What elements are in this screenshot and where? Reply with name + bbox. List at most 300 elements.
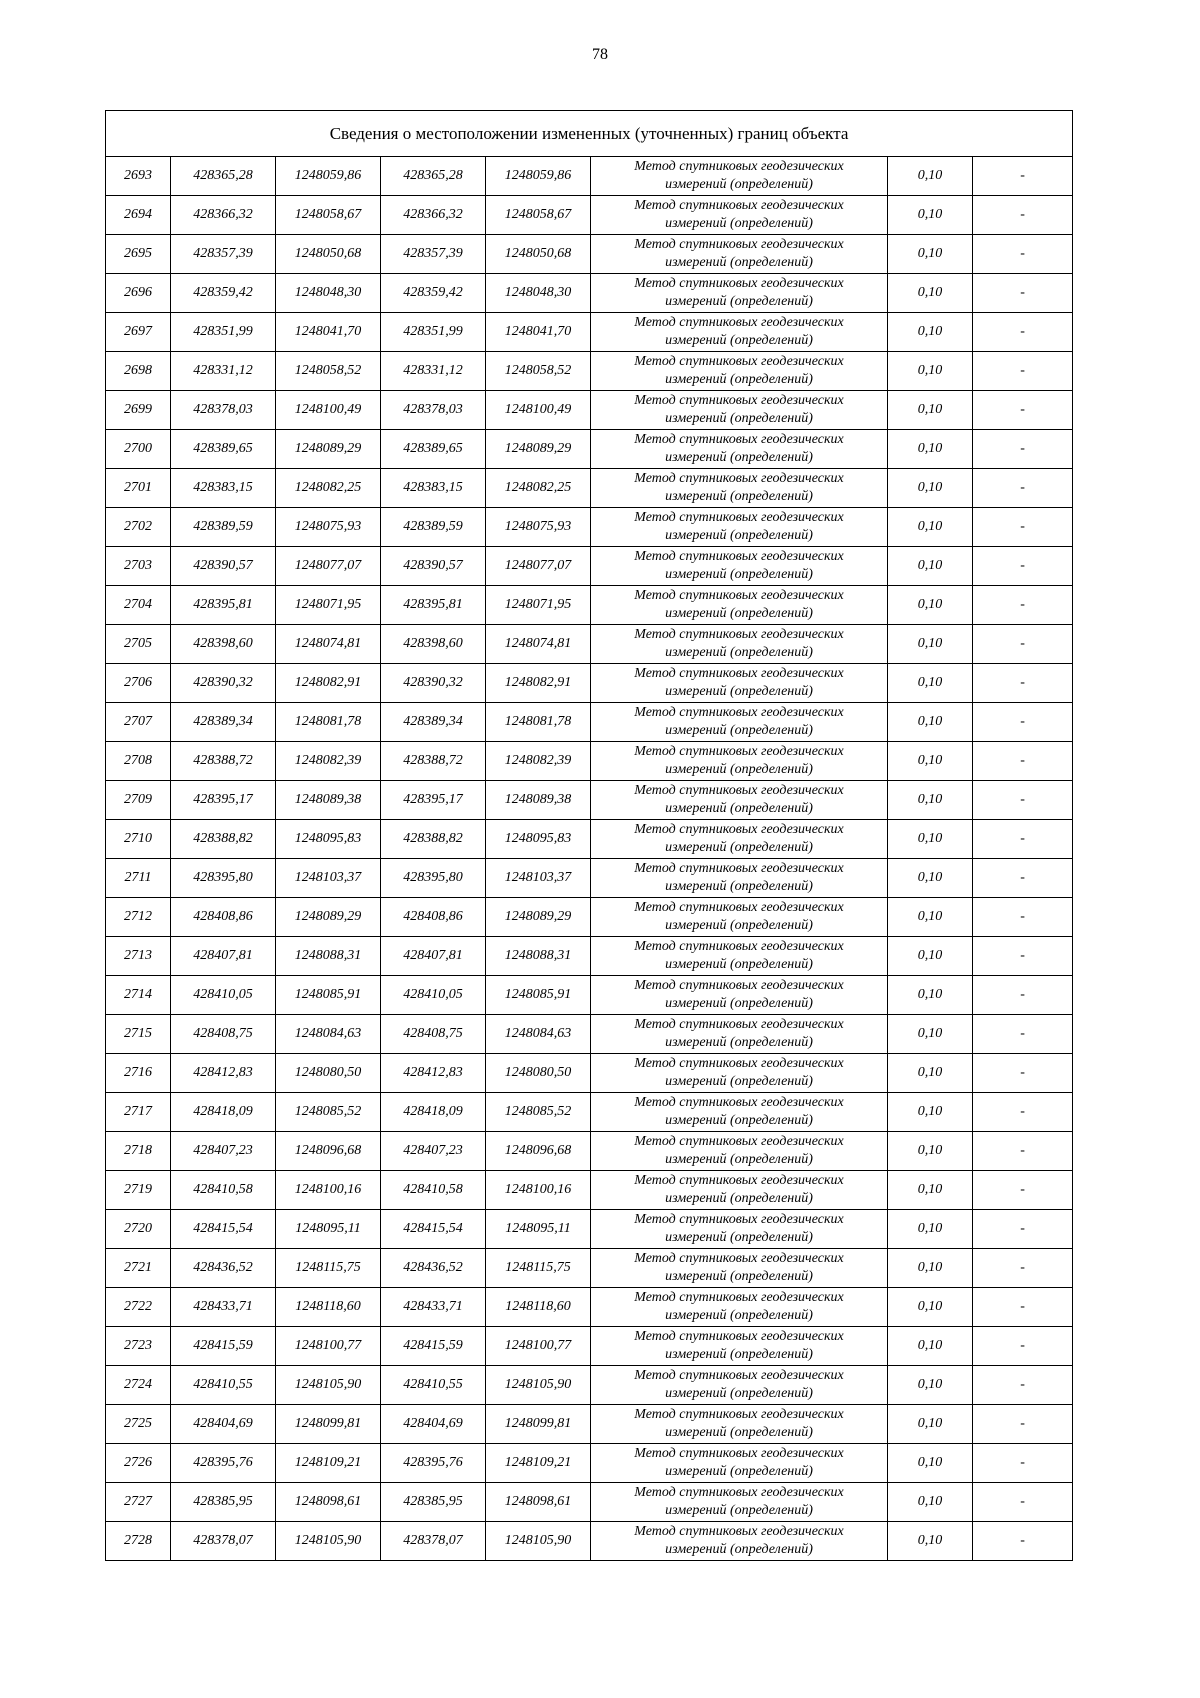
y-existing-cell: 1248100,49 (276, 391, 381, 430)
y-new-cell: 1248050,68 (486, 235, 591, 274)
y-new-cell: 1248081,78 (486, 703, 591, 742)
x-new-cell: 428415,59 (381, 1327, 486, 1366)
accuracy-cell: 0,10 (888, 313, 973, 352)
method-line-2: измерений (определений) (665, 1503, 813, 1518)
y-existing-cell: 1248074,81 (276, 625, 381, 664)
y-new-cell: 1248095,83 (486, 820, 591, 859)
description-cell: - (973, 391, 1073, 430)
y-existing-cell: 1248080,50 (276, 1054, 381, 1093)
point-number-cell: 2728 (106, 1522, 171, 1561)
method-cell (591, 508, 888, 547)
method-line-2: измерений (определений) (665, 684, 813, 699)
description-cell: - (973, 1366, 1073, 1405)
method-cell (591, 391, 888, 430)
x-new-cell: 428433,71 (381, 1288, 486, 1327)
x-new-cell: 428412,83 (381, 1054, 486, 1093)
x-new-cell: 428390,32 (381, 664, 486, 703)
x-existing-cell: 428418,09 (171, 1093, 276, 1132)
method-cell (591, 352, 888, 391)
y-new-cell: 1248103,37 (486, 859, 591, 898)
method-cell (591, 625, 888, 664)
method-line-2: измерений (определений) (665, 1386, 813, 1401)
method-line-1: Метод спутниковых геодезических (634, 939, 844, 954)
y-new-cell: 1248082,39 (486, 742, 591, 781)
point-number-cell: 2705 (106, 625, 171, 664)
point-number-cell: 2716 (106, 1054, 171, 1093)
x-existing-cell: 428357,39 (171, 235, 276, 274)
y-existing-cell: 1248109,21 (276, 1444, 381, 1483)
x-new-cell: 428410,55 (381, 1366, 486, 1405)
description-cell: - (973, 1015, 1073, 1054)
description-cell: - (973, 1288, 1073, 1327)
point-number-cell: 2693 (106, 157, 171, 196)
x-new-cell: 428410,05 (381, 976, 486, 1015)
method-line-2: измерений (определений) (665, 1542, 813, 1557)
table-row (106, 1522, 1073, 1561)
method-cell (591, 469, 888, 508)
method-line-2: измерений (определений) (665, 879, 813, 894)
x-existing-cell: 428389,59 (171, 508, 276, 547)
y-existing-cell: 1248100,77 (276, 1327, 381, 1366)
description-cell: - (973, 859, 1073, 898)
method-cell (591, 1483, 888, 1522)
x-new-cell: 428395,81 (381, 586, 486, 625)
point-number-cell: 2719 (106, 1171, 171, 1210)
method-line-2: измерений (определений) (665, 957, 813, 972)
method-line-1: Метод спутниковых геодезических (634, 549, 844, 564)
method-cell (591, 235, 888, 274)
method-line-2: измерений (определений) (665, 333, 813, 348)
method-line-1: Метод спутниковых геодезических (634, 471, 844, 486)
method-cell (591, 1054, 888, 1093)
point-number-cell: 2720 (106, 1210, 171, 1249)
point-number-cell: 2713 (106, 937, 171, 976)
x-new-cell: 428389,59 (381, 508, 486, 547)
accuracy-cell: 0,10 (888, 781, 973, 820)
y-new-cell: 1248071,95 (486, 586, 591, 625)
x-new-cell: 428378,03 (381, 391, 486, 430)
x-new-cell: 428410,58 (381, 1171, 486, 1210)
x-existing-cell: 428404,69 (171, 1405, 276, 1444)
method-line-2: измерений (определений) (665, 645, 813, 660)
method-cell (591, 586, 888, 625)
accuracy-cell: 0,10 (888, 742, 973, 781)
point-number-cell: 2702 (106, 508, 171, 547)
method-line-1: Метод спутниковых геодезических (634, 1329, 844, 1344)
y-new-cell: 1248118,60 (486, 1288, 591, 1327)
table-row (106, 976, 1073, 1015)
y-existing-cell: 1248082,25 (276, 469, 381, 508)
method-line-1: Метод спутниковых геодезических (634, 159, 844, 174)
x-existing-cell: 428385,95 (171, 1483, 276, 1522)
table-row (106, 391, 1073, 430)
method-cell (591, 1327, 888, 1366)
description-cell: - (973, 742, 1073, 781)
y-existing-cell: 1248071,95 (276, 586, 381, 625)
point-number-cell: 2717 (106, 1093, 171, 1132)
accuracy-cell: 0,10 (888, 547, 973, 586)
x-existing-cell: 428390,57 (171, 547, 276, 586)
point-number-cell: 2712 (106, 898, 171, 937)
point-number-cell: 2715 (106, 1015, 171, 1054)
point-number-cell: 2721 (106, 1249, 171, 1288)
method-line-2: измерений (определений) (665, 1308, 813, 1323)
table-row (106, 274, 1073, 313)
table-row (106, 547, 1073, 586)
y-new-cell: 1248089,38 (486, 781, 591, 820)
method-line-1: Метод спутниковых геодезических (634, 1524, 844, 1539)
x-existing-cell: 428389,34 (171, 703, 276, 742)
point-number-cell: 2703 (106, 547, 171, 586)
x-new-cell: 428388,82 (381, 820, 486, 859)
x-new-cell: 428398,60 (381, 625, 486, 664)
y-new-cell: 1248096,68 (486, 1132, 591, 1171)
y-new-cell: 1248084,63 (486, 1015, 591, 1054)
x-new-cell: 428385,95 (381, 1483, 486, 1522)
method-line-2: измерений (определений) (665, 216, 813, 231)
point-number-cell: 2711 (106, 859, 171, 898)
accuracy-cell: 0,10 (888, 469, 973, 508)
y-new-cell: 1248100,77 (486, 1327, 591, 1366)
method-cell (591, 547, 888, 586)
table-row (106, 781, 1073, 820)
point-number-cell: 2698 (106, 352, 171, 391)
accuracy-cell: 0,10 (888, 1015, 973, 1054)
point-number-cell: 2725 (106, 1405, 171, 1444)
y-new-cell: 1248059,86 (486, 157, 591, 196)
x-new-cell: 428418,09 (381, 1093, 486, 1132)
table-row (106, 1054, 1073, 1093)
x-new-cell: 428408,86 (381, 898, 486, 937)
description-cell: - (973, 1483, 1073, 1522)
method-cell (591, 1171, 888, 1210)
method-cell (591, 1405, 888, 1444)
method-cell (591, 976, 888, 1015)
point-number-cell: 2714 (106, 976, 171, 1015)
table-row (106, 1132, 1073, 1171)
point-number-cell: 2709 (106, 781, 171, 820)
y-new-cell: 1248082,91 (486, 664, 591, 703)
table-row (106, 1288, 1073, 1327)
x-existing-cell: 428395,17 (171, 781, 276, 820)
method-line-2: измерений (определений) (665, 918, 813, 933)
table-row (106, 469, 1073, 508)
accuracy-cell: 0,10 (888, 859, 973, 898)
method-cell (591, 1288, 888, 1327)
table-row (106, 664, 1073, 703)
y-existing-cell: 1248085,52 (276, 1093, 381, 1132)
accuracy-cell: 0,10 (888, 1405, 973, 1444)
method-cell (591, 820, 888, 859)
method-line-2: измерений (определений) (665, 1464, 813, 1479)
x-existing-cell: 428395,76 (171, 1444, 276, 1483)
table-row (106, 352, 1073, 391)
y-existing-cell: 1248095,11 (276, 1210, 381, 1249)
description-cell: - (973, 235, 1073, 274)
method-cell (591, 1444, 888, 1483)
y-new-cell: 1248074,81 (486, 625, 591, 664)
x-new-cell: 428388,72 (381, 742, 486, 781)
y-new-cell: 1248058,52 (486, 352, 591, 391)
y-new-cell: 1248089,29 (486, 898, 591, 937)
method-line-2: измерений (определений) (665, 762, 813, 777)
description-cell: - (973, 1444, 1073, 1483)
x-existing-cell: 428331,12 (171, 352, 276, 391)
x-existing-cell: 428433,71 (171, 1288, 276, 1327)
method-line-1: Метод спутниковых геодезических (634, 978, 844, 993)
method-line-1: Метод спутниковых геодезических (634, 1212, 844, 1227)
table-row (106, 1249, 1073, 1288)
method-cell (591, 1132, 888, 1171)
page-number: 78 (592, 46, 608, 63)
x-new-cell: 428404,69 (381, 1405, 486, 1444)
x-new-cell: 428389,65 (381, 430, 486, 469)
method-line-2: измерений (определений) (665, 1074, 813, 1089)
description-cell: - (973, 664, 1073, 703)
description-cell: - (973, 1132, 1073, 1171)
accuracy-cell: 0,10 (888, 352, 973, 391)
y-new-cell: 1248100,16 (486, 1171, 591, 1210)
x-new-cell: 428389,34 (381, 703, 486, 742)
method-line-2: измерений (определений) (665, 1425, 813, 1440)
accuracy-cell: 0,10 (888, 1288, 973, 1327)
point-number-cell: 2699 (106, 391, 171, 430)
x-existing-cell: 428415,59 (171, 1327, 276, 1366)
y-existing-cell: 1248118,60 (276, 1288, 381, 1327)
table-row (106, 1444, 1073, 1483)
x-new-cell: 428408,75 (381, 1015, 486, 1054)
method-line-1: Метод спутниковых геодезических (634, 237, 844, 252)
point-number-cell: 2694 (106, 196, 171, 235)
y-existing-cell: 1248099,81 (276, 1405, 381, 1444)
y-new-cell: 1248105,90 (486, 1522, 591, 1561)
method-cell (591, 1093, 888, 1132)
accuracy-cell: 0,10 (888, 235, 973, 274)
y-existing-cell: 1248105,90 (276, 1522, 381, 1561)
x-existing-cell: 428351,99 (171, 313, 276, 352)
point-number-cell: 2697 (106, 313, 171, 352)
x-existing-cell: 428390,32 (171, 664, 276, 703)
method-cell (591, 196, 888, 235)
y-existing-cell: 1248082,91 (276, 664, 381, 703)
y-existing-cell: 1248075,93 (276, 508, 381, 547)
accuracy-cell: 0,10 (888, 1210, 973, 1249)
x-existing-cell: 428412,83 (171, 1054, 276, 1093)
accuracy-cell: 0,10 (888, 157, 973, 196)
x-new-cell: 428366,32 (381, 196, 486, 235)
method-cell (591, 781, 888, 820)
method-cell (591, 742, 888, 781)
x-new-cell: 428365,28 (381, 157, 486, 196)
method-line-1: Метод спутниковых геодезических (634, 588, 844, 603)
method-cell (591, 313, 888, 352)
method-line-1: Метод спутниковых геодезических (634, 354, 844, 369)
accuracy-cell: 0,10 (888, 196, 973, 235)
y-new-cell: 1248098,61 (486, 1483, 591, 1522)
y-existing-cell: 1248085,91 (276, 976, 381, 1015)
x-new-cell: 428359,42 (381, 274, 486, 313)
method-line-1: Метод спутниковых геодезических (634, 783, 844, 798)
y-new-cell: 1248075,93 (486, 508, 591, 547)
method-line-1: Метод спутниковых геодезических (634, 1368, 844, 1383)
description-cell: - (973, 1054, 1073, 1093)
description-cell: - (973, 1171, 1073, 1210)
method-line-1: Метод спутниковых геодезических (634, 861, 844, 876)
table-row (106, 196, 1073, 235)
method-line-2: измерений (определений) (665, 1035, 813, 1050)
description-cell: - (973, 1249, 1073, 1288)
y-existing-cell: 1248105,90 (276, 1366, 381, 1405)
accuracy-cell: 0,10 (888, 1444, 973, 1483)
description-cell: - (973, 586, 1073, 625)
method-line-2: измерений (определений) (665, 567, 813, 582)
y-new-cell: 1248080,50 (486, 1054, 591, 1093)
description-cell: - (973, 274, 1073, 313)
accuracy-cell: 0,10 (888, 1522, 973, 1561)
method-line-2: измерений (определений) (665, 1230, 813, 1245)
description-cell: - (973, 1210, 1073, 1249)
point-number-cell: 2700 (106, 430, 171, 469)
x-existing-cell: 428395,81 (171, 586, 276, 625)
x-existing-cell: 428359,42 (171, 274, 276, 313)
y-existing-cell: 1248081,78 (276, 703, 381, 742)
point-number-cell: 2724 (106, 1366, 171, 1405)
method-cell (591, 430, 888, 469)
accuracy-cell: 0,10 (888, 937, 973, 976)
method-cell (591, 703, 888, 742)
x-existing-cell: 428388,72 (171, 742, 276, 781)
table-row (106, 937, 1073, 976)
method-line-1: Метод спутниковых геодезических (634, 315, 844, 330)
table-row (106, 1093, 1073, 1132)
method-line-1: Метод спутниковых геодезических (634, 1095, 844, 1110)
y-new-cell: 1248041,70 (486, 313, 591, 352)
x-existing-cell: 428415,54 (171, 1210, 276, 1249)
x-new-cell: 428351,99 (381, 313, 486, 352)
x-existing-cell: 428389,65 (171, 430, 276, 469)
accuracy-cell: 0,10 (888, 274, 973, 313)
table-row (106, 430, 1073, 469)
x-existing-cell: 428395,80 (171, 859, 276, 898)
description-cell: - (973, 976, 1073, 1015)
x-new-cell: 428407,81 (381, 937, 486, 976)
x-new-cell: 428383,15 (381, 469, 486, 508)
x-existing-cell: 428410,05 (171, 976, 276, 1015)
point-number-cell: 2727 (106, 1483, 171, 1522)
description-cell: - (973, 781, 1073, 820)
y-new-cell: 1248109,21 (486, 1444, 591, 1483)
method-line-1: Метод спутниковых геодезических (634, 744, 844, 759)
method-line-1: Метод спутниковых геодезических (634, 627, 844, 642)
table-row (106, 1171, 1073, 1210)
description-cell: - (973, 469, 1073, 508)
point-number-cell: 2701 (106, 469, 171, 508)
x-new-cell: 428436,52 (381, 1249, 486, 1288)
description-cell: - (973, 898, 1073, 937)
y-new-cell: 1248048,30 (486, 274, 591, 313)
table-title: Сведения о местоположении измененных (уточненных) границ объекта (106, 111, 1073, 157)
method-line-2: измерений (определений) (665, 606, 813, 621)
x-new-cell: 428395,80 (381, 859, 486, 898)
method-line-1: Метод спутниковых геодезических (634, 1017, 844, 1032)
y-existing-cell: 1248096,68 (276, 1132, 381, 1171)
description-cell: - (973, 157, 1073, 196)
y-new-cell: 1248082,25 (486, 469, 591, 508)
method-cell (591, 859, 888, 898)
method-line-1: Метод спутниковых геодезических (634, 1485, 844, 1500)
method-line-1: Метод спутниковых геодезических (634, 1134, 844, 1149)
x-existing-cell: 428383,15 (171, 469, 276, 508)
method-cell (591, 664, 888, 703)
table-row (106, 586, 1073, 625)
method-line-2: измерений (определений) (665, 411, 813, 426)
accuracy-cell: 0,10 (888, 703, 973, 742)
method-line-2: измерений (определений) (665, 1152, 813, 1167)
x-new-cell: 428357,39 (381, 235, 486, 274)
y-existing-cell: 1248041,70 (276, 313, 381, 352)
method-line-2: измерений (определений) (665, 528, 813, 543)
description-cell: - (973, 1327, 1073, 1366)
point-number-cell: 2704 (106, 586, 171, 625)
y-new-cell: 1248058,67 (486, 196, 591, 235)
table-row (106, 235, 1073, 274)
x-existing-cell: 428398,60 (171, 625, 276, 664)
method-line-2: измерений (определений) (665, 255, 813, 270)
y-existing-cell: 1248077,07 (276, 547, 381, 586)
method-line-2: измерений (определений) (665, 801, 813, 816)
y-existing-cell: 1248048,30 (276, 274, 381, 313)
table-row (106, 508, 1073, 547)
x-new-cell: 428395,17 (381, 781, 486, 820)
method-cell (591, 1522, 888, 1561)
point-number-cell: 2695 (106, 235, 171, 274)
point-number-cell: 2710 (106, 820, 171, 859)
x-new-cell: 428390,57 (381, 547, 486, 586)
y-new-cell: 1248115,75 (486, 1249, 591, 1288)
accuracy-cell: 0,10 (888, 586, 973, 625)
table-row (106, 625, 1073, 664)
point-number-cell: 2696 (106, 274, 171, 313)
boundary-table-container (105, 110, 1072, 1561)
method-line-1: Метод спутниковых геодезических (634, 900, 844, 915)
method-line-2: измерений (определений) (665, 489, 813, 504)
y-existing-cell: 1248098,61 (276, 1483, 381, 1522)
method-cell (591, 1015, 888, 1054)
description-cell: - (973, 1405, 1073, 1444)
boundary-coordinates-table (105, 110, 1073, 1561)
method-cell (591, 1210, 888, 1249)
table-row (106, 1366, 1073, 1405)
method-line-1: Метод спутниковых геодезических (634, 393, 844, 408)
accuracy-cell: 0,10 (888, 625, 973, 664)
method-line-1: Метод спутниковых геодезических (634, 1056, 844, 1071)
y-existing-cell: 1248082,39 (276, 742, 381, 781)
table-row (106, 1405, 1073, 1444)
x-existing-cell: 428410,55 (171, 1366, 276, 1405)
y-existing-cell: 1248089,29 (276, 898, 381, 937)
accuracy-cell: 0,10 (888, 664, 973, 703)
method-cell (591, 1249, 888, 1288)
accuracy-cell: 0,10 (888, 1093, 973, 1132)
method-line-2: измерений (определений) (665, 996, 813, 1011)
accuracy-cell: 0,10 (888, 391, 973, 430)
y-existing-cell: 1248103,37 (276, 859, 381, 898)
method-line-2: измерений (определений) (665, 723, 813, 738)
accuracy-cell: 0,10 (888, 430, 973, 469)
accuracy-cell: 0,10 (888, 820, 973, 859)
description-cell: - (973, 547, 1073, 586)
accuracy-cell: 0,10 (888, 1483, 973, 1522)
